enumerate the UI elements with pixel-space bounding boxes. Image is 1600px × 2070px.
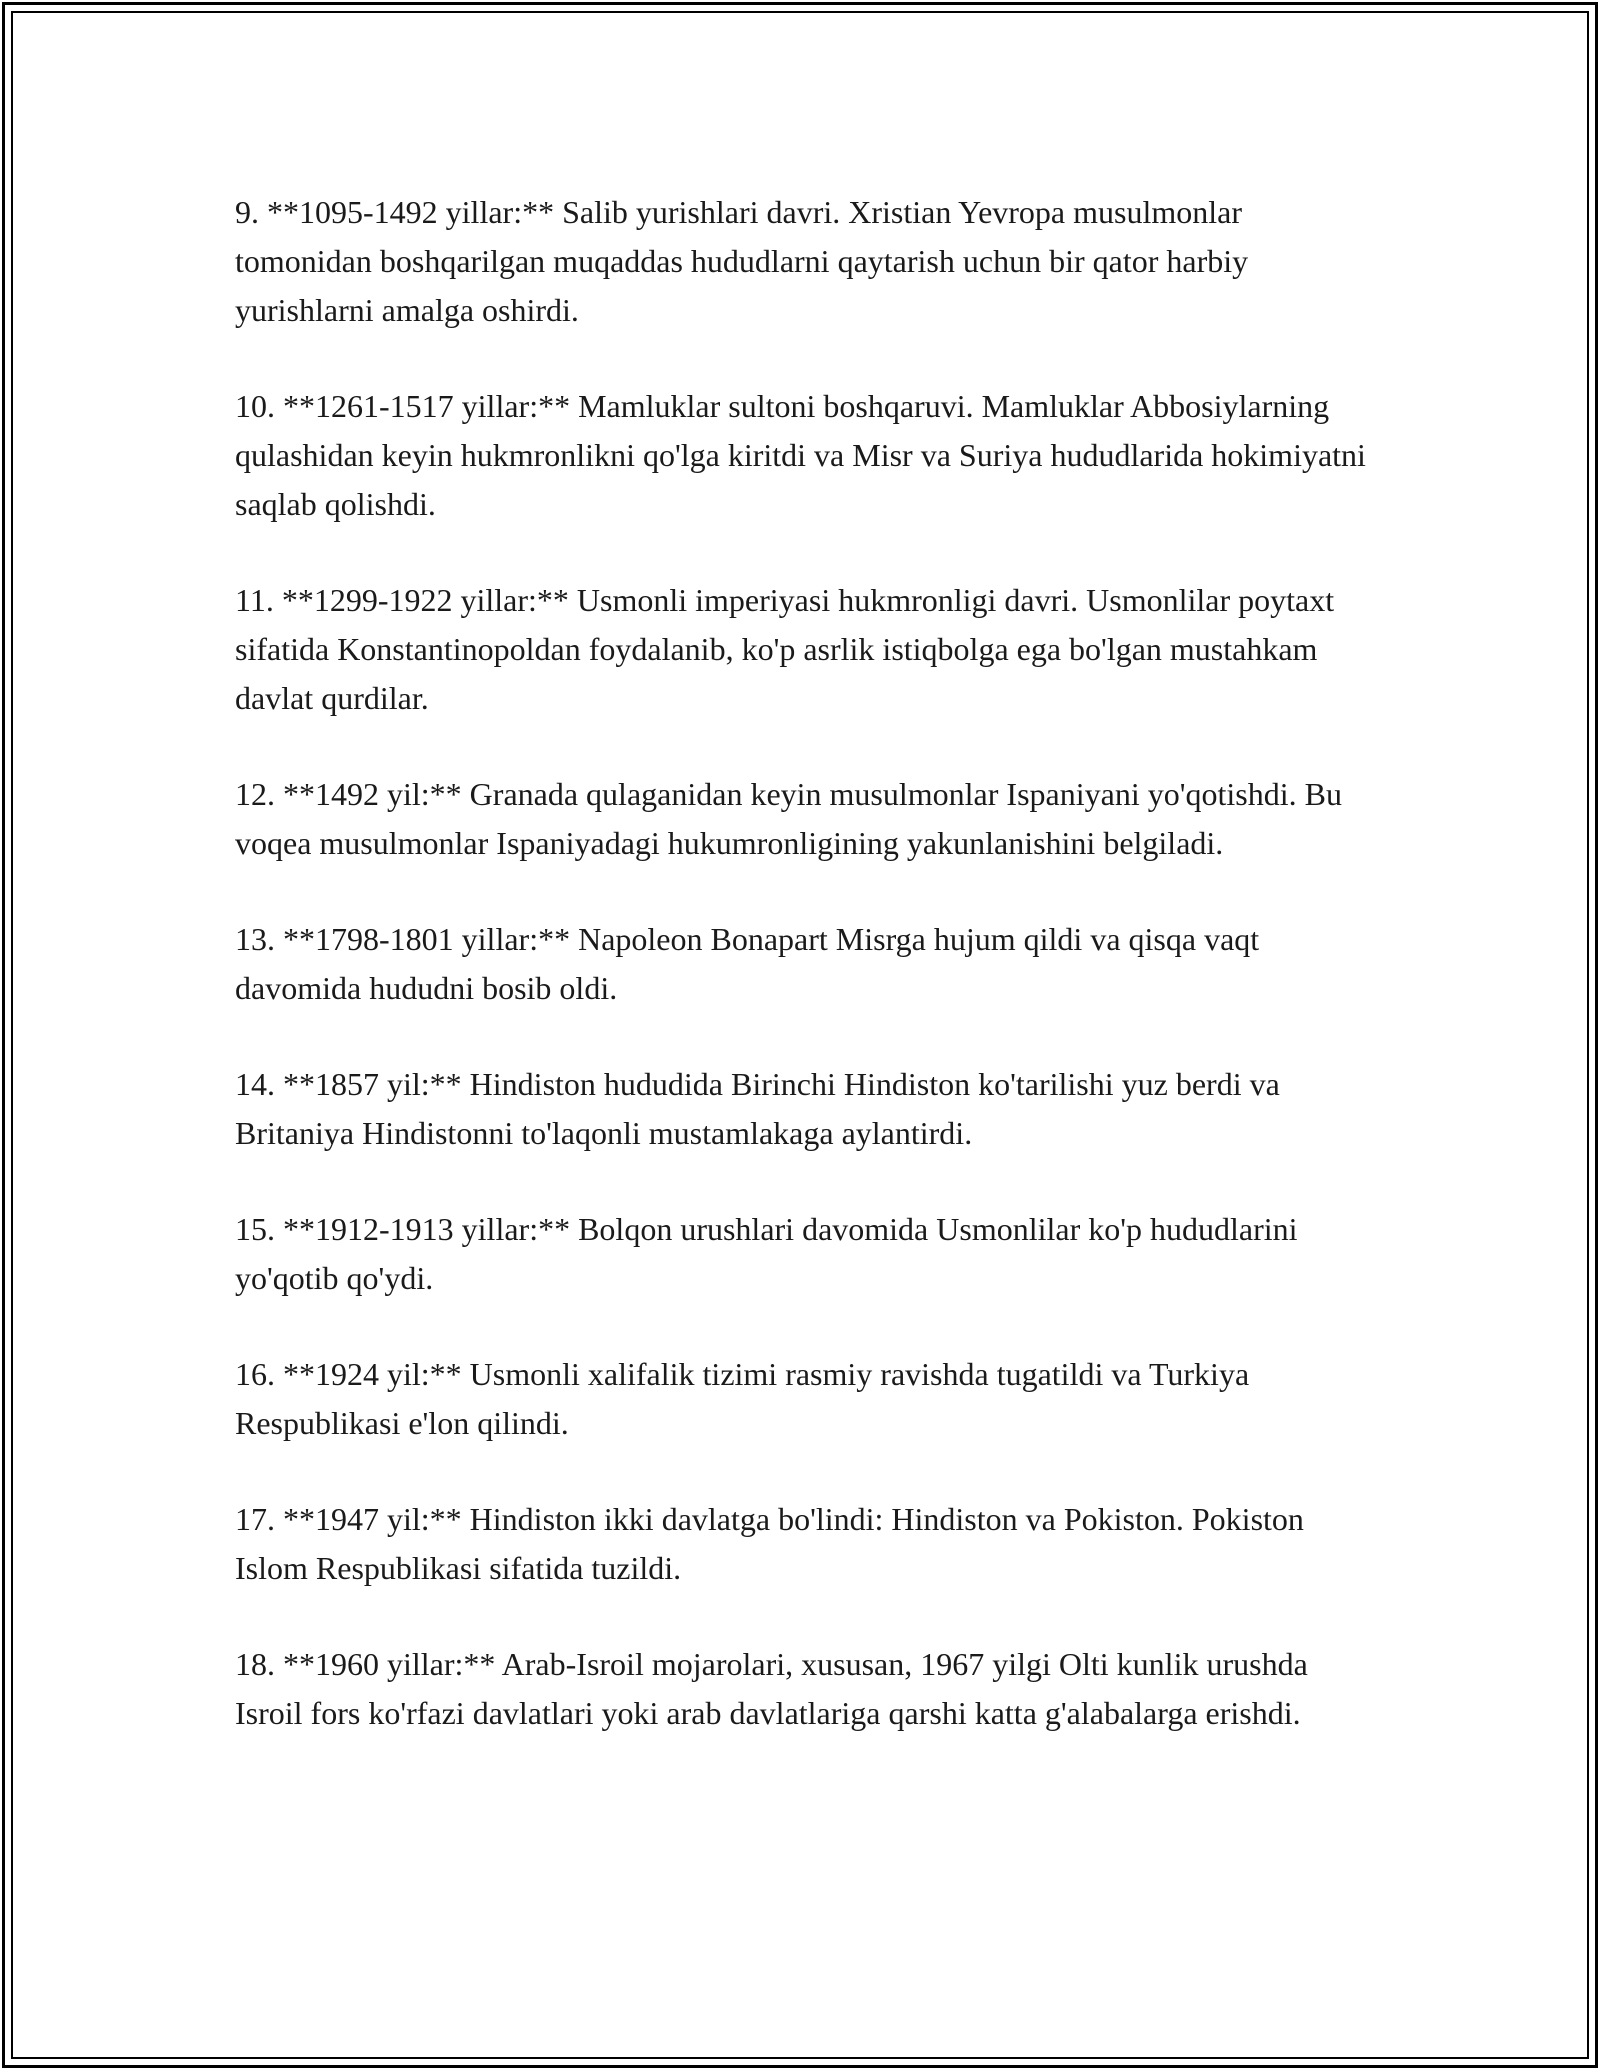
timeline-entry-11: 11. **1299-1922 yillar:** Usmonli imperiyasi hukmronligi davri. Usmonlilar poytaxt sifatida Konstantinopoldan foydalanib, ko'p asrlik istiqbolga ega bo'lgan mustahkam davlat qurdilar. [235, 582, 1335, 716]
timeline-entry-17: 17. **1947 yil:** Hindiston ikki davlatga bo'lindi: Hindiston va Pokiston. Pokiston Islom Respublikasi sifatida tuzildi. [235, 1501, 1304, 1586]
timeline-entry-10: 10. **1261-1517 yillar:** Mamluklar sultoni boshqaruvi. Mamluklar Abbosiylarning qulashidan keyin hukmronlikni qo'lga kiritdi va Misr va Suriya hududlarida hokimiyatni saqlab qolishdi. [235, 388, 1366, 522]
timeline-entry-18: 18. **1960 yillar:** Arab-Isroil mojarolari, xususan, 1967 yilgi Olti kunlik urushda Isroil fors ko'rfazi davlatlari yoki arab davlatlariga qarshi katta g'alabalarga erishdi. [235, 1646, 1308, 1731]
document-body [235, 188, 1375, 1785]
timeline-entry-15: 15. **1912-1913 yillar:** Bolqon urushlari davomida Usmonlilar ko'p hududlarini yo'qotib qo'ydi. [235, 1211, 1298, 1296]
timeline-entry-16: 16. **1924 yil:** Usmonli xalifalik tizimi rasmiy ravishda tugatildi va Turkiya Respublikasi e'lon qilindi. [235, 1356, 1250, 1441]
timeline-entry-9: 9. **1095-1492 yillar:** Salib yurishlari davri. Xristian Yevropa musulmonlar tomonidan boshqarilgan muqaddas hududlarni qaytarish uchun bir qator harbiy yurishlarni amalga oshirdi. [235, 194, 1249, 328]
timeline-entry-12: 12. **1492 yil:** Granada qulaganidan keyin musulmonlar Ispaniyani yo'qotishdi. Bu voqea musulmonlar Ispaniyadagi hukumronligining yakunlanishini belgiladi. [235, 776, 1342, 861]
timeline-entry-14: 14. **1857 yil:** Hindiston hududida Birinchi Hindiston ko'tarilishi yuz berdi va Britaniya Hindistonni to'laqonli mustamlakaga aylantirdi. [235, 1066, 1280, 1151]
timeline-entry-13: 13. **1798-1801 yillar:** Napoleon Bonapart Misrga hujum qildi va qisqa vaqt davomida hududni bosib oldi. [235, 921, 1260, 1006]
